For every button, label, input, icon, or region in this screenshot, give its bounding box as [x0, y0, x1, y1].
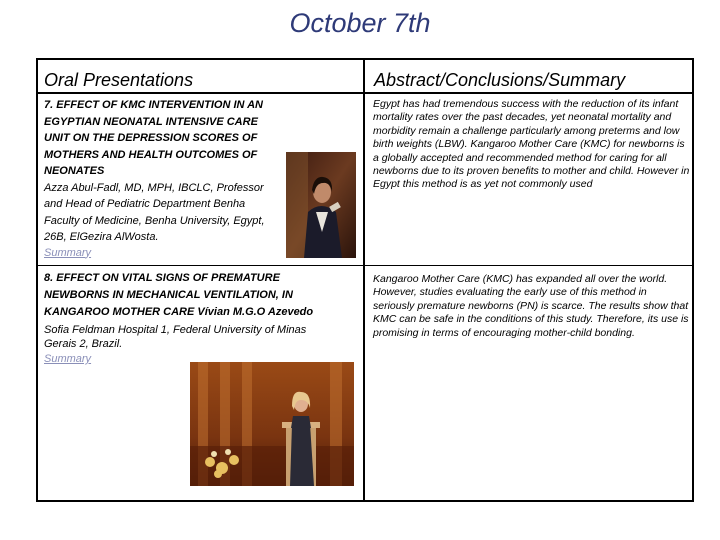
presentation-author: Azza Abul-Fadl, MD, MPH, IBCLC, Professor and Head of Pediatric Department Benha Faculty of Medicine, Benha University, Egypt, 26B, ElGezira AlWosta.: [44, 181, 265, 243]
header-divider: [38, 92, 692, 94]
presentation-title: 8. EFFECT ON VITAL SIGNS OF PREMATURE NEWBORNS IN MECHANICAL VENTILATION, IN KANGAROO MOTHER CARE Vívian M.G.O Azevedo: [44, 272, 314, 318]
page-title: October 7th: [289, 8, 431, 38]
speaker-photo: [190, 362, 354, 486]
speaker-photo: [286, 152, 356, 258]
column-divider: [363, 60, 365, 500]
row-divider: [38, 265, 692, 266]
presentations-table: [36, 58, 694, 502]
abstract-text: Kangaroo Mother Care (KMC) has expanded all over the world. However, studies evaluating the early use of this method in seriously premature newborns (PN) is scarce. The results show that KMC can be safe in the conditions of this study. Therefore, its use is promising in terms of encouraging mother-child bonding.: [373, 273, 689, 339]
table-row: [44, 270, 344, 368]
presentation-author: Sofia Feldman Hospital 1, Federal University of Minas Gerais 2, Brazil.: [44, 324, 307, 350]
table-row: [44, 97, 280, 261]
summary-link[interactable]: Summary: [44, 353, 92, 365]
summary-link[interactable]: Summary: [44, 246, 92, 259]
column-header-presentations: Oral Presentations: [44, 70, 194, 90]
presentation-title: 7. EFFECT OF KMC INTERVENTION IN AN EGYPTIAN NEONATAL INTENSIVE CARE UNIT ON THE DEPRESSION SCORES OF MOTHERS AND HEALTH OUTCOMES OF NEONATES: [44, 99, 263, 177]
column-header-abstract: Abstract/Conclusions/Summary: [374, 70, 626, 90]
abstract-text: Egypt has had tremendous success with the reduction of its infant mortality rates over the past decades, yet neonatal mortality and morbidity remain a challenge particularly among preterms and low birth weights (LBW). Kangaroo Mother Care (KMC) for newborns is a globally accepted and recommended method for caring for all newborns due to its proven benefits to mother and child. However in Egypt this method is as yet not commonly used: [373, 98, 690, 191]
